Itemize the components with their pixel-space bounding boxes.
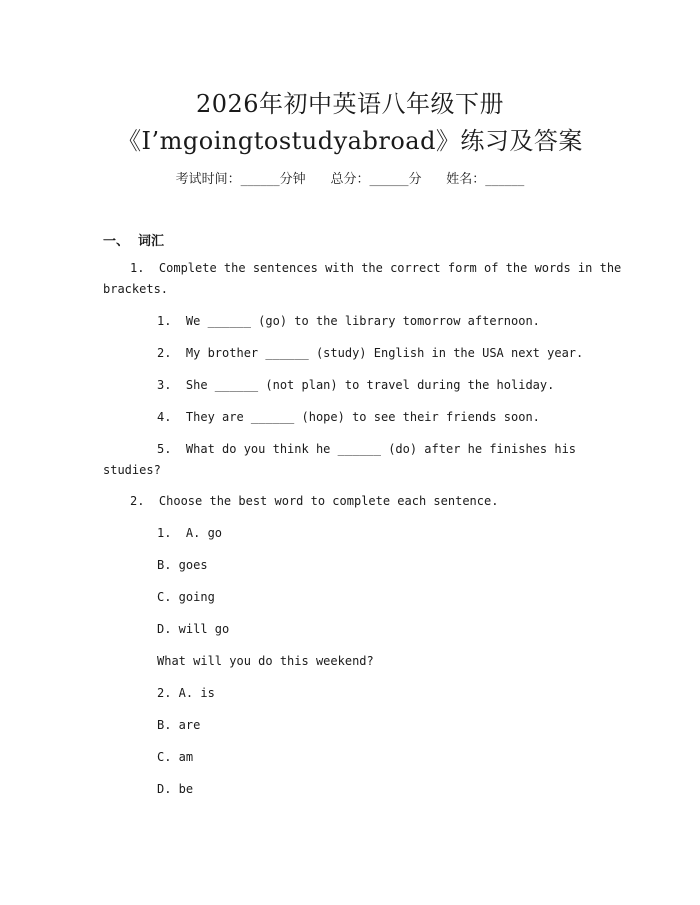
question2-option: D. will go [157,622,230,636]
exam-info-row [0,168,700,187]
section-heading-vocabulary: 一、 词汇 [103,234,165,249]
question1-item: 4. They are ______ (hope) to see their friends soon. [157,410,540,424]
question1-prompt: 1. Complete the sentences with the correct form of the words in the [130,261,622,275]
exam-time-field: 考试时间：______分钟 [175,172,306,187]
total-score-field: 总分：______分 [330,172,422,187]
question2-option: 1. A. go [157,526,223,540]
student-name-field: 姓名：______ [446,172,525,187]
question1-item: 5. What do you think he ______ (do) after he finishes his [157,442,577,456]
question1-item: 3. She ______ (not plan) to travel during the holiday. [157,378,555,392]
question1-item-continued: studies? [103,463,161,477]
document-title-line1: 2026年初中英语八年级下册 [195,90,505,118]
document-title-line2: 《I’mgoingtostudyabroad》练习及答案 [117,127,583,155]
question2-option: B. goes [157,558,208,572]
question2-option: D. be [157,782,194,796]
question1-item: 1. We ______ (go) to the library tomorrow afternoon. [157,314,540,328]
question1-prompt-continued: brackets. [103,282,169,296]
question2-option: C. am [157,750,194,764]
question2-prompt: 2. Choose the best word to complete each sentence. [130,494,499,508]
question2-option: C. going [157,590,215,604]
question2-option: B. are [157,718,201,732]
question2-option: 2. A. is [157,686,215,700]
question2-sentence: What will you do this weekend? [157,654,374,668]
question1-item: 2. My brother ______ (study) English in the USA next year. [157,346,584,360]
